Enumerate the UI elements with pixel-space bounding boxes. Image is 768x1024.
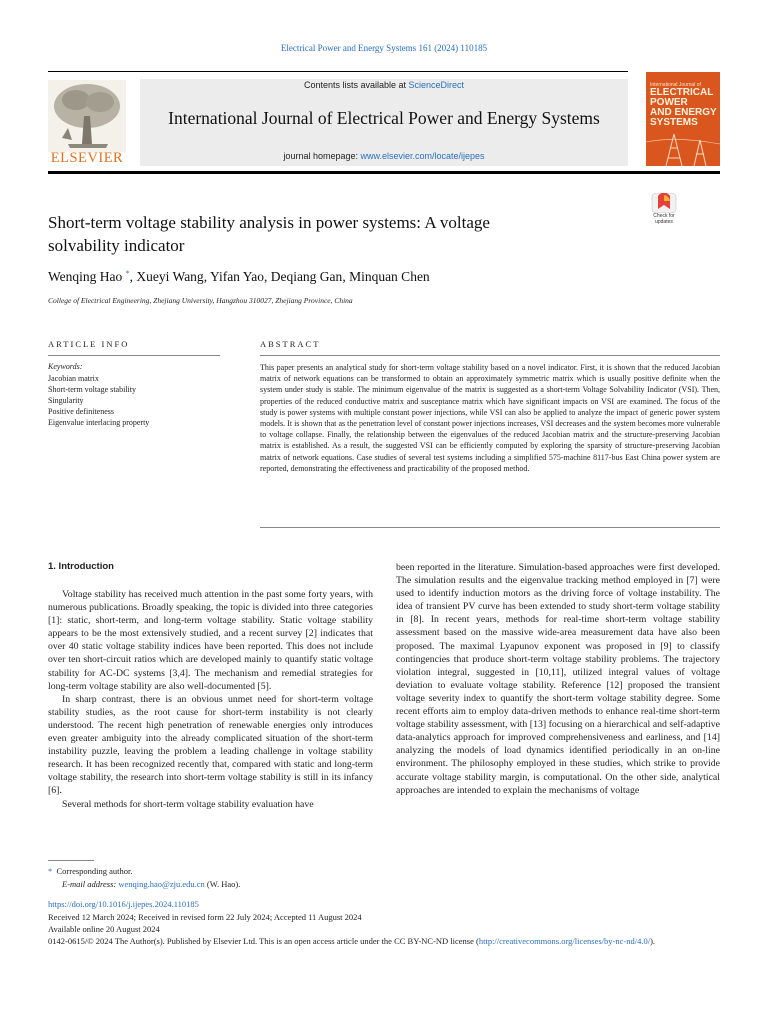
email-link[interactable]: wenqing.hao@zju.edu.cn (118, 879, 205, 889)
available-online: Available online 20 August 2024 (48, 924, 160, 934)
email-footnote: E-mail address: wenqing.hao@zju.edu.cn (W. Hao). (62, 879, 241, 889)
author[interactable]: Deqiang Gan (270, 269, 343, 284)
keyword: Eigenvalue interlacing property (48, 418, 150, 427)
keyword-list (48, 373, 149, 428)
keyword: Positive definiteness (48, 407, 114, 416)
affiliation: College of Electrical Engineering, Zhejiang University, Hangzhou 310027, Zhejiang Province, China (48, 296, 353, 305)
abstract-heading: ABSTRACT (260, 339, 321, 349)
paragraph: been reported in the literature. Simulation-based approaches were first developed. The simulation results and the eigenvalue tracking method employed in [7] were used to identify induction motors as the driving force of voltage instability. The idea of transient PV curve has been extended to study short-term voltage stability in [8]. In recent years, methods for real-time short-term voltage stability assessment based on the massive wide-area measurement data have also been proposed. The maximal Lyapunov exponent was proposed in [9] to classify contingencies that produce short-term voltage stability problems. The trajectory violation integral, suggested in [10,11], utilized integral values of voltage deviation to evaluate voltage stability. Reference [12] proposed the transient voltage severity index to quantify the short-term voltage stability degree. Some recent efforts aim to employ data-driven methods to enhance real-time short-term voltage stability assessment, with [13] focusing on a hierarchical and self-adaptive data-analytics approach for improved comprehensiveness and earliness, and [14] analyzing the models of load dynamics identified periodically in an on-line environment. The philosophy employed in these studies, which strike to provide accurate voltage stability margin, is computational. On the other side, analytical approaches are intended to explain the mechanisms of voltage (396, 562, 720, 796)
abstract-bottom-rule (260, 527, 720, 528)
corresponding-footnote: * Corresponding author. (48, 866, 133, 876)
keyword: Singularity (48, 396, 84, 405)
keyword: Jacobian matrix (48, 374, 99, 383)
license-link[interactable]: http://creativecommons.org/licenses/by-nc-nd/4.0/ (478, 936, 651, 946)
corresponding-author-mark[interactable]: * (125, 269, 130, 278)
homepage-link[interactable]: www.elsevier.com/locate/ijepes (360, 151, 485, 161)
footnote-rule (48, 860, 94, 861)
keywords-label: Keywords: (48, 362, 83, 371)
paragraph: In sharp contrast, there is an obvious unmet need for short-term voltage stability studies, as the root cause for short-term instability is not clearly understood. The recent high penetration of renewable energies only introduces even greater ambiguity into the already complicated situation of the short-term instability puzzle, leaving the problem a leading challenge in voltage stability research. It has been recognized recently that, compared with static and long-term voltage stability, the research into short-term voltage stability is still in its infancy [6]. (48, 693, 373, 797)
section-heading-introduction: 1. Introduction (48, 561, 114, 572)
paragraph: Several methods for short-term voltage stability evaluation have (62, 798, 314, 810)
body-column-left (48, 588, 373, 811)
header-top-rule (48, 71, 628, 72)
elsevier-wordmark: ELSEVIER (50, 150, 124, 166)
elsevier-logo[interactable] (48, 80, 126, 166)
body-column-right (396, 561, 720, 797)
sciencedirect-link[interactable]: ScienceDirect (408, 80, 465, 90)
author[interactable]: Yifan Yao (209, 269, 264, 284)
doi-link[interactable]: https://doi.org/10.1016/j.ijepes.2024.110185 (48, 899, 199, 909)
cover-pylon-icon (646, 130, 720, 166)
author[interactable]: Wenqing Hao (48, 269, 123, 284)
license-statement: 0142-0615/© 2024 The Author(s). Published by Elsevier Ltd. This is an open access article under the CC BY-NC-ND license (http://creativecommons.org/licenses/by-nc-nd/4.0/). (48, 936, 656, 946)
journal-reference[interactable]: Electrical Power and Energy Systems 161 (2024) 110185 (280, 43, 488, 53)
journal-homepage: journal homepage: www.elsevier.com/locate/ijepes (283, 151, 485, 161)
article-info-rule (48, 355, 220, 356)
cover-small-text: International Journal of (650, 82, 701, 88)
journal-title: International Journal of Electrical Power and Energy Systems (168, 108, 600, 128)
paper-title: Short-term voltage stability analysis in power systems: A voltage solvability indicator (48, 213, 490, 255)
header-bottom-rule (48, 171, 720, 174)
check-updates-icon (646, 193, 682, 213)
cover-title: ELECTRICAL POWER AND ENERGY SYSTEMS (650, 87, 717, 128)
journal-cover[interactable] (646, 72, 720, 166)
abstract-text: This paper presents an analytical study for short-term voltage stability based on a novel indicator. First, it is shown that the reduced Jacobian matrix of network equations can be transformed to obtain an approximately symmetric matrix which is usually positive definite when the system under study is stable. The minimum eigenvalue of the matrix is suggested as a short-term Voltage Solvability Indicator (VSI). Then, properties of the reduced conductive matrix and susceptance matrix which have significant impacts on VSI are examined. The focus of the study is power systems with multiple constant power injections, while VSI can also be applied to analyze the impact of generic power system models. It is shown that as the penetration level of constant power injections increases, VSI decreases and the system becomes more vulnerable to voltage collapse. Finally, the relationship between the eigenvalues of the reduced Jacobian matrix and the structure-preserving Jacobian matrix is established. As a result, the suggested VSI can be efficiently computed by exploring the sparsity of structure-preserving Jacobian matrix of network equations. Case studies of several test systems including a simplified 575-machine 8117-bus East China power system are reported, demonstrating the effectiveness and practicability of the proposed method. (260, 363, 720, 473)
contents-line: Contents lists available at ScienceDirect (303, 80, 465, 90)
check-updates-label: Check for updates (653, 213, 675, 225)
article-info-heading: ARTICLE INFO (48, 339, 130, 349)
paragraph: Voltage stability has received much attention in the past some forty years, with numerous publications. Broadly speaking, the topic is divided into three categories [1]: static, short-term, and long-term voltage stability. Static voltage stability appears to be the most extensively studied, and a recent survey [2] indicates that over 40 static voltage stability indices have been reported. This does not include over ten short-circuit ratios which are developed mainly to quantify static voltage stability for AC-DC systems [3,4]. The mechanism and remedial strategies for long-term voltage stability are also well-documented [5]. (48, 589, 373, 692)
abstract-rule (260, 355, 720, 356)
keyword: Short-term voltage stability (48, 385, 136, 394)
author-list: Wenqing Hao *, Xueyi Wang, Yifan Yao, Deqiang Gan, Minquan Chen (48, 269, 430, 284)
author[interactable]: Minquan Chen (349, 269, 430, 284)
received-dates: Received 12 March 2024; Received in revised form 22 July 2024; Accepted 11 August 2024 (48, 912, 362, 922)
author[interactable]: Xueyi Wang (136, 269, 204, 284)
